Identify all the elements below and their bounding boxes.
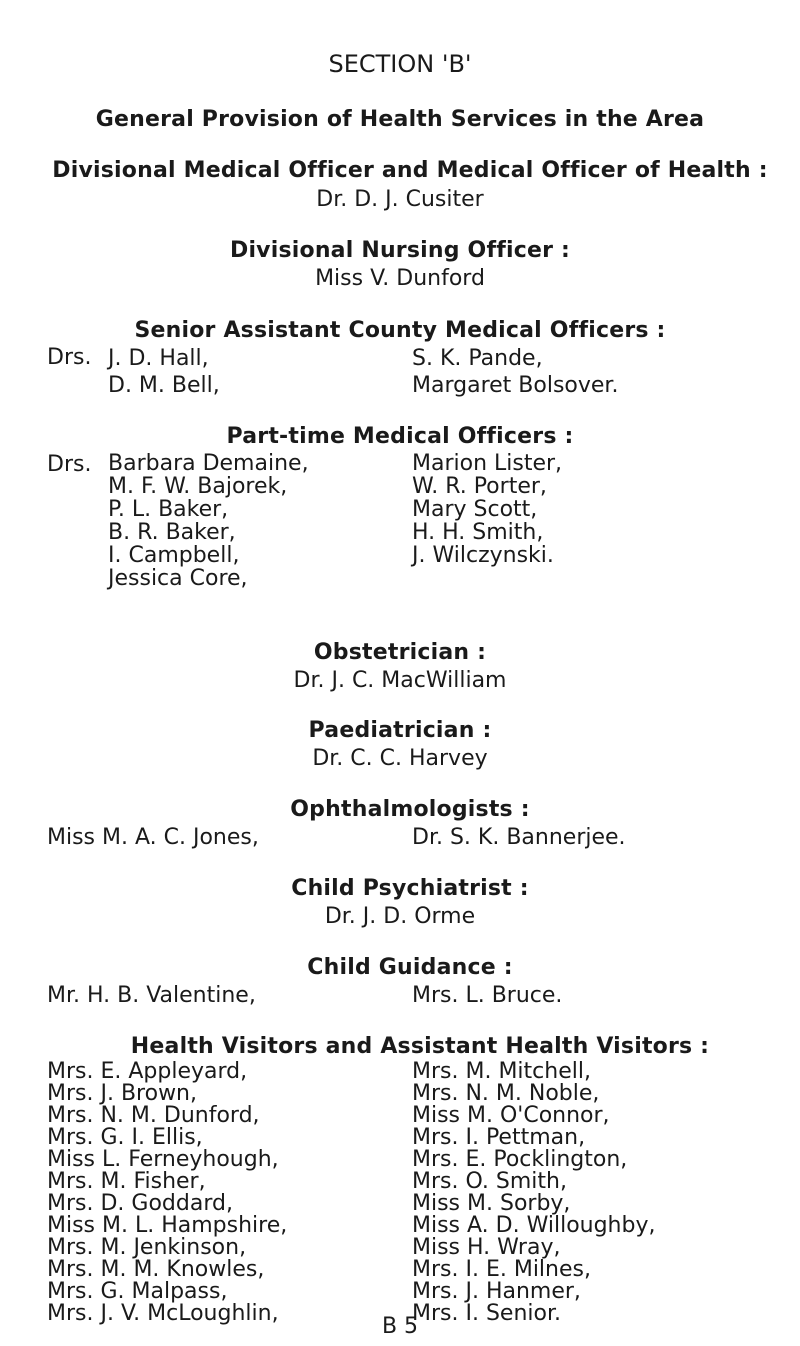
health-visitors-heading: Health Visitors and Assistant Health Visitors :: [130, 1034, 710, 1059]
paediatrician-heading: Paediatrician :: [308, 718, 492, 743]
part-time-left-list: [108, 452, 309, 590]
list-item: Mary Scott,: [412, 497, 538, 522]
list-item: Margaret Bolsover.: [412, 373, 619, 398]
senior-assistant-prefix: Drs.: [47, 345, 92, 370]
list-item: Miss A. D. Willoughby,: [412, 1213, 656, 1238]
list-item: B. R. Baker,: [108, 520, 236, 545]
child-psychiatrist-name: Dr. J. D. Orme: [324, 904, 476, 929]
section-title: SECTION 'B': [328, 50, 472, 78]
senior-assistant-heading: Senior Assistant County Medical Officers :: [134, 318, 666, 343]
child-guidance-right: Mrs. L. Bruce.: [412, 983, 563, 1008]
part-time-right-list: [412, 452, 562, 567]
list-item: Mrs. I. E. Milnes,: [412, 1257, 591, 1282]
list-item: S. K. Pande,: [412, 346, 543, 371]
child-psychiatrist-heading: Child Psychiatrist :: [291, 876, 529, 901]
list-item: Mrs. E. Pocklington,: [412, 1147, 628, 1172]
list-item: Barbara Demaine,: [108, 451, 309, 476]
list-item: Mrs. M. Fisher,: [47, 1169, 206, 1194]
dno-heading: Divisional Nursing Officer :: [229, 238, 571, 263]
list-item: W. R. Porter,: [412, 474, 547, 499]
part-time-heading: Part-time Medical Officers :: [226, 424, 574, 449]
list-item: H. H. Smith,: [412, 520, 544, 545]
list-item: Mrs. D. Goddard,: [47, 1191, 233, 1216]
list-item: Mrs. G. I. Ellis,: [47, 1125, 203, 1150]
dmo-heading: Divisional Medical Officer and Medical Officer of Health :: [52, 158, 768, 183]
list-item: Miss M. O'Connor,: [412, 1103, 610, 1128]
list-item: Mrs. E. Appleyard,: [47, 1059, 248, 1084]
health-visitors-left-list: [47, 1061, 287, 1325]
list-item: Mrs. O. Smith,: [412, 1169, 567, 1194]
list-item: I. Campbell,: [108, 543, 240, 568]
list-item: Mrs. M. Mitchell,: [412, 1059, 591, 1084]
list-item: Mrs. M. M. Knowles,: [47, 1257, 265, 1282]
child-guidance-left: Mr. H. B. Valentine,: [47, 983, 256, 1008]
page-number: B 5: [381, 1314, 419, 1339]
child-guidance-heading: Child Guidance :: [307, 955, 513, 980]
list-item: J. D. Hall,: [108, 346, 209, 371]
part-time-prefix: Drs.: [47, 452, 92, 477]
list-item: Jessica Core,: [108, 566, 248, 591]
list-item: Mrs. G. Malpass,: [47, 1279, 228, 1304]
obstetrician-heading: Obstetrician :: [313, 640, 487, 665]
list-item: Mrs. J. V. McLoughlin,: [47, 1301, 279, 1326]
list-item: Miss H. Wray,: [412, 1235, 561, 1260]
senior-assistant-left-list: [108, 345, 220, 399]
paediatrician-name: Dr. C. C. Harvey: [312, 746, 488, 771]
list-item: J. Wilczynski.: [412, 543, 554, 568]
senior-assistant-right-list: [412, 345, 618, 399]
list-item: Mrs. J. Hanmer,: [412, 1279, 581, 1304]
list-item: Marion Lister,: [412, 451, 563, 476]
list-item: M. F. W. Bajorek,: [108, 474, 288, 499]
dno-name: Miss V. Dunford: [315, 266, 485, 291]
list-item: Miss M. Sorby,: [412, 1191, 571, 1216]
ophthalmologist-left: Miss M. A. C. Jones,: [47, 825, 259, 850]
obstetrician-name: Dr. J. C. MacWilliam: [293, 668, 507, 693]
health-visitors-right-list: [412, 1061, 655, 1325]
list-item: Mrs. M. Jenkinson,: [47, 1235, 247, 1260]
list-item: D. M. Bell,: [108, 373, 220, 398]
list-item: Miss M. L. Hampshire,: [47, 1213, 288, 1238]
list-item: Mrs. N. M. Dunford,: [47, 1103, 260, 1128]
ophthalmologist-right: Dr. S. K. Bannerjee.: [412, 825, 626, 850]
list-item: P. L. Baker,: [108, 497, 229, 522]
dmo-name: Dr. D. J. Cusiter: [316, 187, 484, 212]
page-subtitle: General Provision of Health Services in the Area: [95, 107, 705, 132]
list-item: Mrs. I. Senior.: [412, 1301, 561, 1326]
list-item: Mrs. I. Pettman,: [412, 1125, 586, 1150]
ophthalmologists-heading: Ophthalmologists :: [290, 797, 530, 822]
list-item: Mrs. N. M. Noble,: [412, 1081, 600, 1106]
list-item: Mrs. J. Brown,: [47, 1081, 197, 1106]
list-item: Miss L. Ferneyhough,: [47, 1147, 279, 1172]
